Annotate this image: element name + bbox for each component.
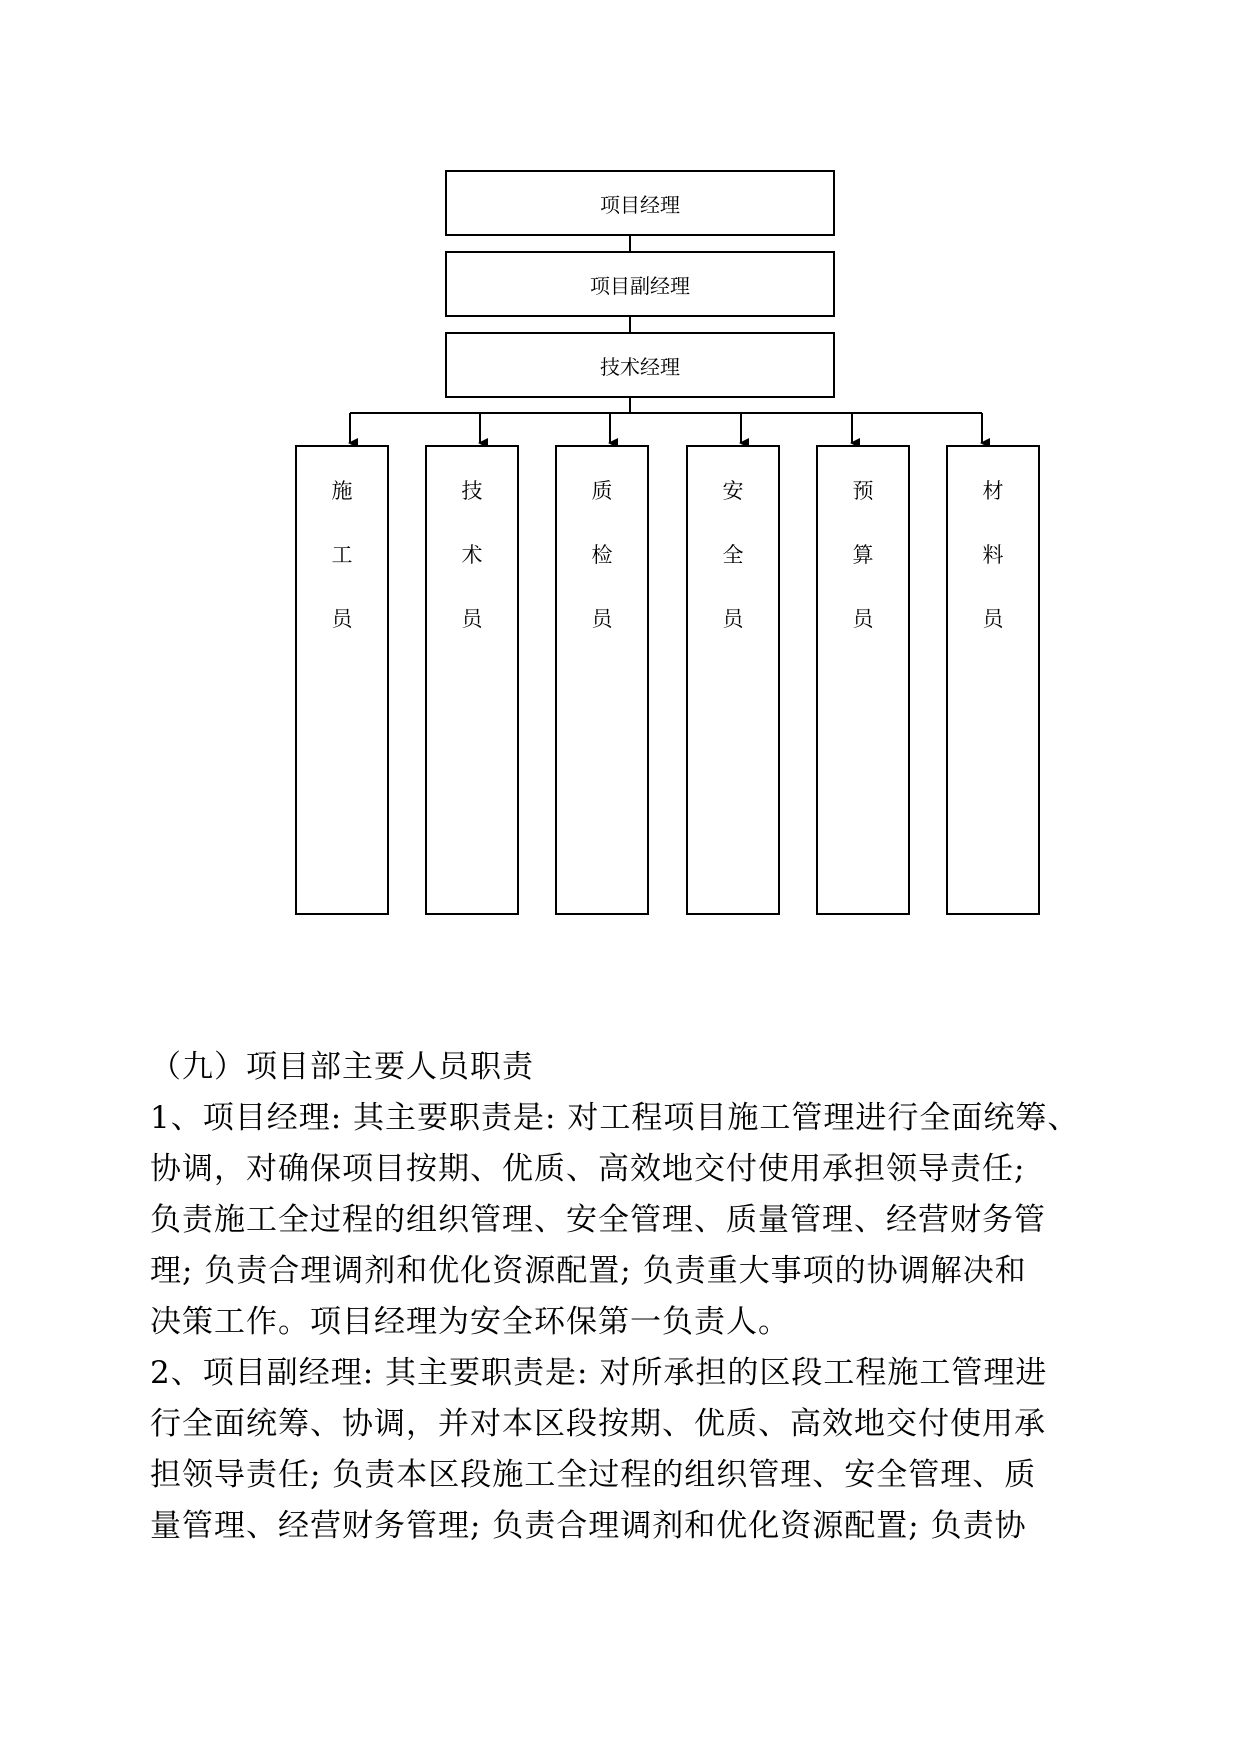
role-char: 术 xyxy=(461,543,483,567)
role-box-materials xyxy=(946,445,1040,915)
deputy-manager-label: 项目副经理 xyxy=(590,273,690,298)
body-line: 量管理、经营财务管理; 负责合理调剂和优化资源配置; 负责协 xyxy=(150,1508,1027,1544)
body-line: 决策工作。项目经理为安全环保第一负责人。 xyxy=(150,1304,790,1340)
role-char: 质 xyxy=(591,479,613,503)
role-char: 员 xyxy=(461,607,483,631)
body-line: 协调，对确保项目按期、优质、高效地交付使用承担领导责任; xyxy=(150,1151,1026,1187)
body-line: 担领导责任; 负责本区段施工全过程的组织管理、安全管理、质 xyxy=(150,1457,1037,1493)
project-manager-label: 项目经理 xyxy=(600,192,680,217)
role-char: 员 xyxy=(331,607,353,631)
role-char: 员 xyxy=(982,607,1004,631)
section-body xyxy=(150,1042,1100,1552)
technical-manager-label: 技术经理 xyxy=(600,354,680,379)
role-char: 算 xyxy=(852,543,874,567)
role-char: 预 xyxy=(852,479,874,503)
role-box-budget xyxy=(816,445,910,915)
body-line: 1、项目经理: 其主要职责是: 对工程项目施工管理进行全面统筹、 xyxy=(150,1100,1080,1136)
role-char: 料 xyxy=(982,543,1004,567)
technical-manager-box xyxy=(445,332,835,398)
role-char: 员 xyxy=(722,607,744,631)
project-manager-box xyxy=(445,170,835,236)
role-char: 工 xyxy=(331,543,353,567)
role-char: 员 xyxy=(591,607,613,631)
role-char: 检 xyxy=(591,543,613,567)
role-box-quality xyxy=(555,445,649,915)
role-box-safety xyxy=(686,445,780,915)
role-box-technician xyxy=(425,445,519,915)
role-box-construction xyxy=(295,445,389,915)
body-line: 负责施工全过程的组织管理、安全管理、质量管理、经营财务管 xyxy=(150,1202,1046,1238)
role-char: 全 xyxy=(722,543,744,567)
role-char: 员 xyxy=(852,607,874,631)
role-char: 材 xyxy=(982,479,1004,503)
body-line: 2、项目副经理: 其主要职责是: 对所承担的区段工程施工管理进 xyxy=(150,1355,1048,1391)
body-line: 行全面统筹、协调，并对本区段按期、优质、高效地交付使用承 xyxy=(150,1406,1046,1442)
role-char: 安 xyxy=(722,479,744,503)
section-heading: （九）项目部主要人员职责 xyxy=(150,1049,534,1085)
body-line: 理; 负责合理调剂和优化资源配置; 负责重大事项的协调解决和 xyxy=(150,1253,1027,1289)
role-char: 技 xyxy=(461,479,483,503)
role-char: 施 xyxy=(331,479,353,503)
deputy-manager-box xyxy=(445,251,835,317)
